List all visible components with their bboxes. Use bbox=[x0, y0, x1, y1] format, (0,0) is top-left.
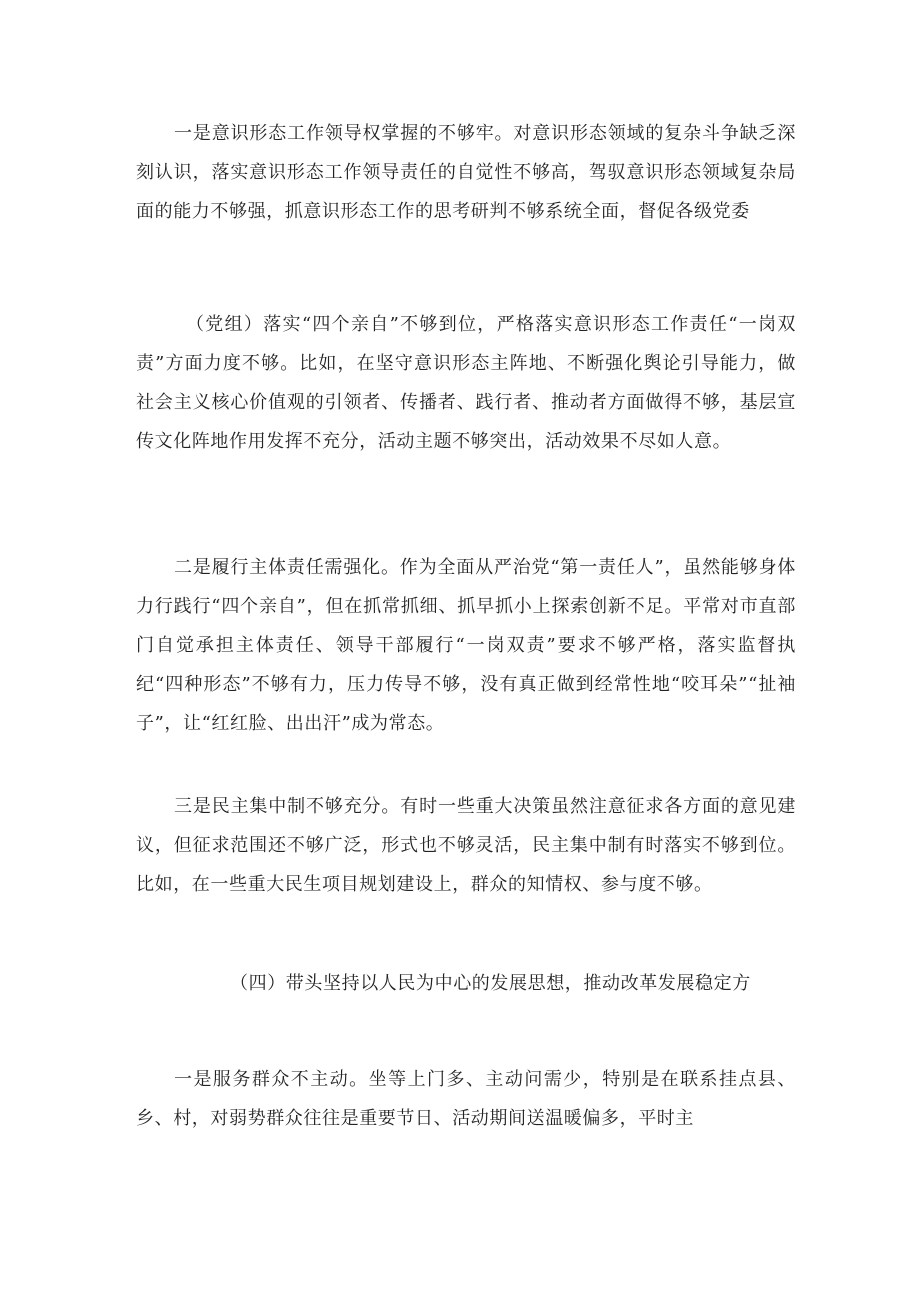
paragraph-ideology-leadership: 一是意识形态工作领导权掌握的不够牢。对意识形态领域的复杂斗争缺乏深刻认识，落实意识形态工作领导责任的自觉性不够高，驾驭意识形态领域复杂局面的能力不够强，抓意识形态工作的思考研判不够系统全面，督促各级党委 bbox=[136, 123, 796, 222]
paragraph-main-responsibility: 二是履行主体责任需强化。作为全面从严治党“第一责任人”，虽然能够身体力行践行“四个亲自”，但在抓常抓细、抓早抓小上探索创新不足。平常对市直部门自觉承担主体责任、领导干部履行“一岗双责”要求不够严格，落实监督执纪“四种形态”不够有力，压力传导不够，没有真正做到经常性地“咬耳朵”“扯袖子”，让“红红脸、出出汗”成为常态。 bbox=[136, 557, 796, 734]
paragraph-serve-masses: 一是服务群众不主动。坐等上门多、主动问需少，特别是在联系挂点县、乡、村，对弱势群众往往是重要节日、活动期间送温暖偏多，平时主 bbox=[136, 1069, 796, 1129]
paragraph-party-group: （党组）落实“四个亲自”不够到位，严格落实意识形态工作责任“一岗双责”方面力度不够。比如，在坚守意识形态主阵地、不断强化舆论引导能力，做社会主义核心价值观的引领者、传播者、践行者、推动者方面做得不够，基层宣传文化阵地作用发挥不充分，活动主题不够突出，活动效果不尽如人意。 bbox=[136, 314, 796, 452]
paragraph-democratic-centralism: 三是民主集中制不够充分。有时一些重大决策虽然注意征求各方面的意见建议，但征求范围还不够广泛，形式也不够灵活，民主集中制有时落实不够到位。比如，在一些重大民生项目规划建设上，群众的知情权、参与度不够。 bbox=[136, 796, 796, 895]
section-heading-four: （四）带头坚持以人民为中心的发展思想，推动改革发展稳定方 bbox=[230, 973, 751, 994]
